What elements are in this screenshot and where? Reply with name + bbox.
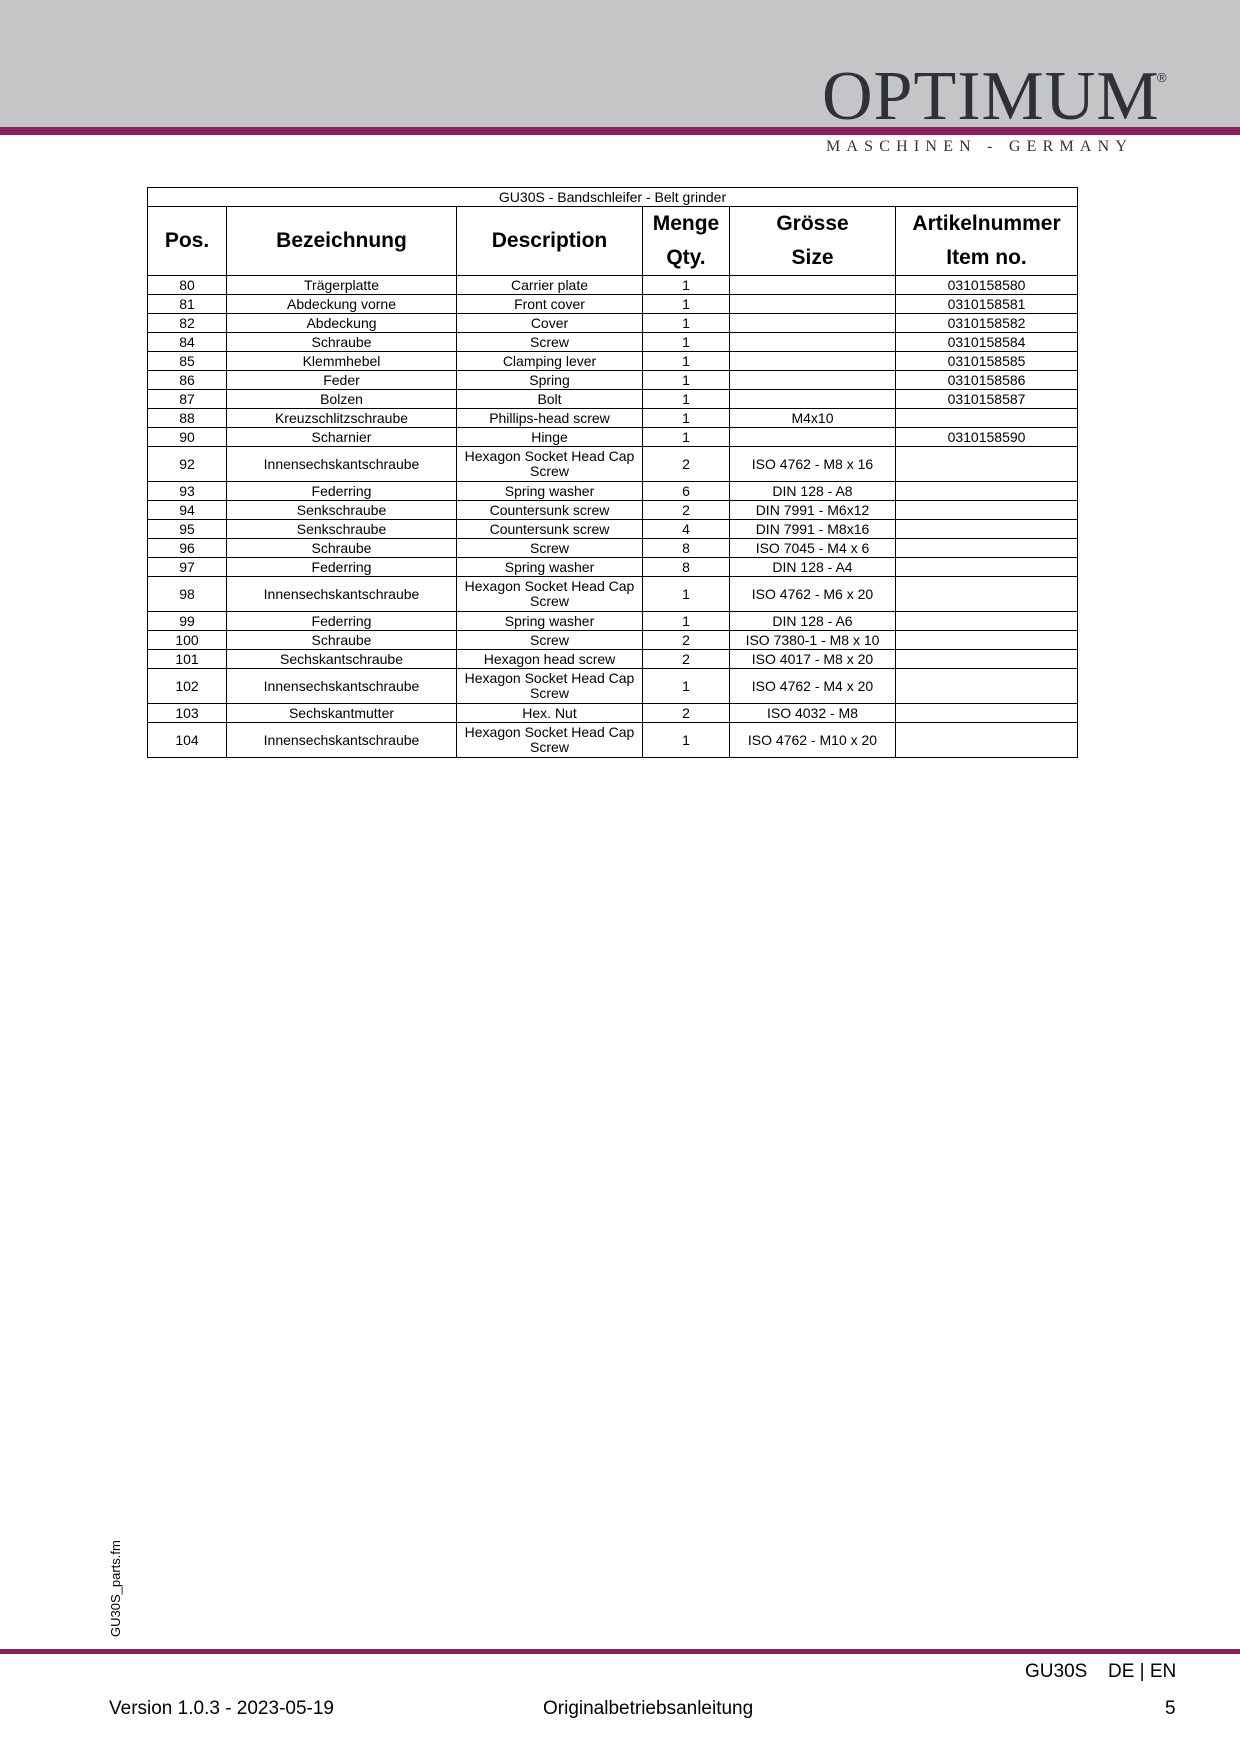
cell-item-no [896,669,1078,704]
cell-size [730,276,896,295]
cell-bezeichnung: Federring [227,482,457,501]
cell-pos: 86 [148,371,227,390]
cell-item-no [896,631,1078,650]
cell-item-no: 0310158584 [896,333,1078,352]
cell-pos: 97 [148,558,227,577]
table-row [148,520,1078,539]
cell-description: Spring washer [457,482,643,501]
cell-bezeichnung: Klemmhebel [227,352,457,371]
cell-bezeichnung: Bolzen [227,390,457,409]
table-row [148,539,1078,558]
table-row [148,428,1078,447]
cell-description: Screw [457,333,643,352]
cell-size: ISO 4762 - M8 x 16 [730,447,896,482]
cell-pos: 101 [148,650,227,669]
table-row [148,577,1078,612]
cell-size [730,371,896,390]
cell-size: DIN 7991 - M6x12 [730,501,896,520]
col-header-qty-label: Qty. [666,246,706,269]
cell-qty: 1 [643,612,730,631]
table-row [148,409,1078,428]
cell-size [730,314,896,333]
cell-pos: 84 [148,333,227,352]
cell-item-no: 0310158582 [896,314,1078,333]
cell-bezeichnung: Schraube [227,333,457,352]
cell-description: Cover [457,314,643,333]
cell-description: Hinge [457,428,643,447]
cell-qty: 1 [643,669,730,704]
cell-qty: 1 [643,371,730,390]
cell-description: Hexagon head screw [457,650,643,669]
cell-size: ISO 4017 - M8 x 20 [730,650,896,669]
cell-size [730,390,896,409]
table-row [148,371,1078,390]
cell-bezeichnung: Scharnier [227,428,457,447]
cell-pos: 104 [148,723,227,758]
cell-pos: 95 [148,520,227,539]
cell-pos: 80 [148,276,227,295]
cell-description: Clamping lever [457,352,643,371]
cell-pos: 88 [148,409,227,428]
cell-qty: 8 [643,539,730,558]
col-header-size-label: Size [791,246,834,269]
col-header-item-no [896,207,1078,276]
table-row [148,612,1078,631]
cell-qty: 1 [643,723,730,758]
cell-bezeichnung: Schraube [227,631,457,650]
cell-pos: 102 [148,669,227,704]
cell-qty: 1 [643,333,730,352]
col-header-pos: Pos. [148,207,227,276]
cell-size: M4x10 [730,409,896,428]
cell-size: ISO 7380-1 - M8 x 10 [730,631,896,650]
cell-description: Front cover [457,295,643,314]
cell-description: Hexagon Socket Head Cap Screw [457,669,643,704]
cell-pos: 90 [148,428,227,447]
cell-pos: 94 [148,501,227,520]
cell-bezeichnung: Abdeckung vorne [227,295,457,314]
cell-qty: 6 [643,482,730,501]
cell-bezeichnung: Innensechskantschraube [227,723,457,758]
cell-pos: 103 [148,704,227,723]
cell-pos: 93 [148,482,227,501]
cell-bezeichnung: Federring [227,612,457,631]
cell-item-no [896,558,1078,577]
cell-qty: 1 [643,577,730,612]
parts-table [147,187,1078,758]
cell-item-no [896,447,1078,482]
logo-tagline: MASCHINEN - GERMANY [826,138,1134,155]
cell-size: DIN 7991 - M8x16 [730,520,896,539]
cell-item-no [896,612,1078,631]
cell-item-no [896,409,1078,428]
col-header-qty [643,207,730,276]
table-row [148,669,1078,704]
cell-size: ISO 4762 - M4 x 20 [730,669,896,704]
cell-pos: 99 [148,612,227,631]
cell-description: Hexagon Socket Head Cap Screw [457,577,643,612]
cell-bezeichnung: Innensechskantschraube [227,669,457,704]
col-header-artikelnummer-label: Artikelnummer [912,212,1061,235]
cell-description: Hexagon Socket Head Cap Screw [457,447,643,482]
cell-qty: 4 [643,520,730,539]
cell-pos: 100 [148,631,227,650]
cell-bezeichnung: Schraube [227,539,457,558]
cell-description: Carrier plate [457,276,643,295]
cell-description: Spring washer [457,558,643,577]
cell-bezeichnung: Senkschraube [227,520,457,539]
table-row [148,314,1078,333]
table-title: GU30S - Bandschleifer - Belt grinder [148,188,1078,207]
cell-qty: 1 [643,295,730,314]
cell-item-no [896,577,1078,612]
cell-qty: 8 [643,558,730,577]
cell-size: ISO 4762 - M6 x 20 [730,577,896,612]
cell-item-no: 0310158586 [896,371,1078,390]
table-row [148,501,1078,520]
cell-item-no: 0310158585 [896,352,1078,371]
col-header-description: Description [457,207,643,276]
col-header-bezeichnung: Bezeichnung [227,207,457,276]
cell-size: DIN 128 - A8 [730,482,896,501]
cell-pos: 82 [148,314,227,333]
table-row [148,276,1078,295]
cell-pos: 98 [148,577,227,612]
cell-size [730,428,896,447]
footer-document-title: Originalbetriebsanleitung [543,1698,754,1719]
table-row [148,447,1078,482]
cell-bezeichnung: Innensechskantschraube [227,447,457,482]
table-row [148,390,1078,409]
cell-bezeichnung: Sechskantmutter [227,704,457,723]
cell-qty: 1 [643,276,730,295]
page-number: 5 [1165,1698,1176,1719]
table-row [148,723,1078,758]
optimum-logo: OPTIMUM [822,58,1160,135]
cell-item-no [896,520,1078,539]
table-row [148,650,1078,669]
table-row [148,631,1078,650]
cell-item-no [896,501,1078,520]
cell-bezeichnung: Senkschraube [227,501,457,520]
footer-model: GU30S [1025,1661,1088,1682]
cell-description: Hexagon Socket Head Cap Screw [457,723,643,758]
table-row [148,482,1078,501]
cell-description: Phillips-head screw [457,409,643,428]
cell-size: DIN 128 - A6 [730,612,896,631]
cell-bezeichnung: Innensechskantschraube [227,577,457,612]
cell-description: Screw [457,539,643,558]
cell-size: ISO 7045 - M4 x 6 [730,539,896,558]
table-row [148,333,1078,352]
cell-qty: 1 [643,428,730,447]
cell-qty: 2 [643,704,730,723]
table-row [148,352,1078,371]
col-header-menge-label: Menge [652,212,720,235]
cell-description: Countersunk screw [457,520,643,539]
source-file-label: GU30S_parts.fm [108,1540,123,1637]
table-row [148,295,1078,314]
footer-languages: DE | EN [1108,1661,1177,1682]
cell-size: DIN 128 - A4 [730,558,896,577]
cell-item-no [896,723,1078,758]
cell-size: ISO 4032 - M8 [730,704,896,723]
cell-size [730,295,896,314]
cell-description: Screw [457,631,643,650]
cell-bezeichnung: Sechskantschraube [227,650,457,669]
cell-qty: 2 [643,631,730,650]
cell-item-no: 0310158581 [896,295,1078,314]
cell-item-no [896,704,1078,723]
registered-mark: ® [1157,70,1167,85]
cell-description: Countersunk screw [457,501,643,520]
cell-item-no [896,482,1078,501]
table-row [148,704,1078,723]
cell-size [730,333,896,352]
cell-item-no [896,650,1078,669]
cell-qty: 1 [643,352,730,371]
cell-description: Bolt [457,390,643,409]
cell-pos: 96 [148,539,227,558]
cell-bezeichnung: Trägerplatte [227,276,457,295]
cell-bezeichnung: Feder [227,371,457,390]
cell-pos: 85 [148,352,227,371]
footer-version: Version 1.0.3 - 2023-05-19 [109,1698,334,1719]
cell-item-no: 0310158590 [896,428,1078,447]
cell-qty: 2 [643,650,730,669]
cell-qty: 1 [643,314,730,333]
cell-size [730,352,896,371]
table-row [148,558,1078,577]
cell-qty: 2 [643,447,730,482]
cell-bezeichnung: Federring [227,558,457,577]
cell-pos: 92 [148,447,227,482]
col-header-groesse-label: Grösse [776,212,849,235]
cell-qty: 2 [643,501,730,520]
cell-description: Spring [457,371,643,390]
cell-qty: 1 [643,409,730,428]
col-header-size [730,207,896,276]
cell-description: Hex. Nut [457,704,643,723]
cell-description: Spring washer [457,612,643,631]
col-header-item-no-label: Item no. [946,246,1027,269]
cell-qty: 1 [643,390,730,409]
cell-bezeichnung: Abdeckung [227,314,457,333]
cell-pos: 87 [148,390,227,409]
cell-pos: 81 [148,295,227,314]
cell-item-no: 0310158587 [896,390,1078,409]
cell-bezeichnung: Kreuzschlitzschraube [227,409,457,428]
footer-rule [0,1649,1240,1654]
cell-size: ISO 4762 - M10 x 20 [730,723,896,758]
cell-item-no [896,539,1078,558]
cell-item-no: 0310158580 [896,276,1078,295]
